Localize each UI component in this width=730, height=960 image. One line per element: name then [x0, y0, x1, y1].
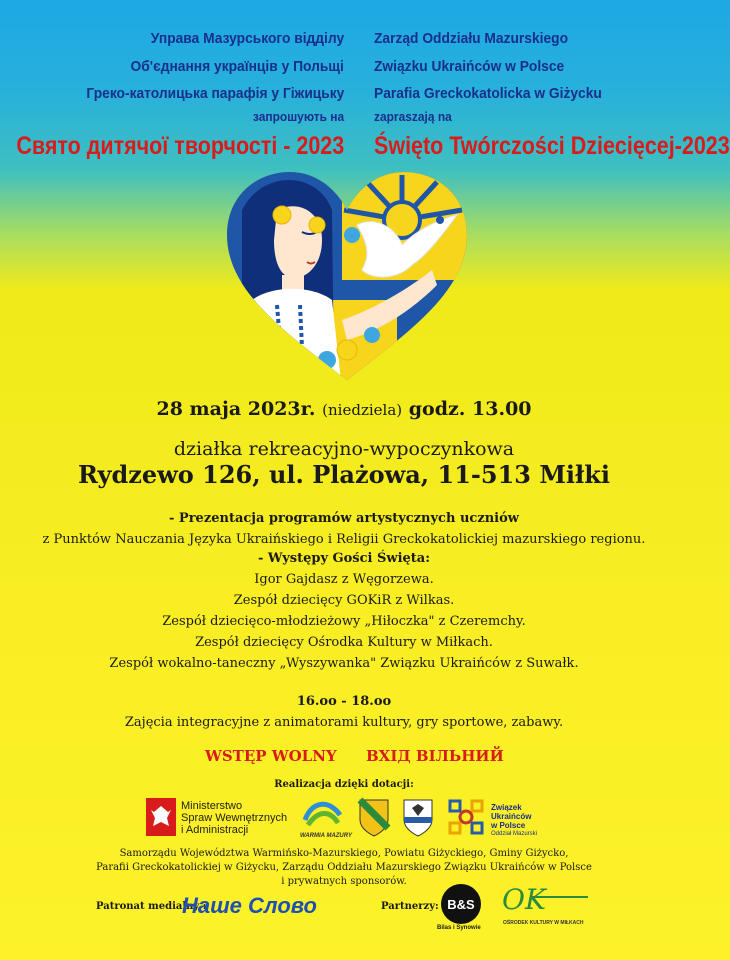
program-hours: 16.oo - 18.oo [296, 694, 392, 709]
guest-5: Zespół wokalno-taneczny „Wyszywanka" Związku Ukraińców z Suwałk. [109, 656, 579, 671]
event-date: 28 maja 2023r. [156, 398, 316, 420]
event-venue: działka rekreacyjno-wypoczynkowa [173, 438, 515, 460]
header-right-line-4: zapraszają na [374, 109, 452, 124]
ok-caption: OŚRODEK KULTURY W MIŁKACH [503, 920, 584, 926]
program-item2-title: - Występy Gości Święta: [257, 551, 431, 566]
union-line-4: Oddział Mazurski [491, 831, 538, 837]
union-logo-text [491, 803, 537, 839]
header-right-line-3: Parafia Greckokatolicka w Giżycku [374, 85, 602, 102]
program-item1-title: - Prezentacja programów artystycznych uczniów [169, 511, 519, 526]
funding-heading: Realizacja dzięki dotacji: [274, 779, 414, 790]
warmia-mazury-label: WARMIA MAZURY [300, 833, 352, 839]
program-item1-desc: z Punktów Nauczania Języka Ukraińskiego i Religii Greckokatolickiej mazurskiego regionu. [42, 532, 646, 547]
guest-2: Zespół dziecięcy GOKiR z Wilkas. [233, 593, 455, 608]
header-left-line-1: Управа Мазурського відділу [150, 30, 344, 47]
header-left-line-4: запрошують на [252, 109, 344, 124]
patron-label: Patronat medialny : [96, 901, 207, 912]
bs-logo: B&S [441, 884, 481, 924]
header-left-line-2: Об'єднання українців у Польщі [130, 58, 344, 75]
warmia-mazury-logo [300, 795, 352, 839]
guest-4: Zespół dziecięcy Ośrodka Kultury w Miłkach. [195, 635, 493, 650]
ministry-line-3: i Administracji [181, 824, 249, 836]
event-time: godz. 13.00 [408, 398, 532, 420]
program-activities: Zajęcia integracyjne z animatorami kultury, gry sportowe, zabawy. [124, 715, 564, 730]
ministry-line-1: Ministerstwo [181, 800, 243, 812]
union-line-1: Związek [491, 803, 522, 812]
header-right-line-1: Zarząd Oddziału Mazurskiego [374, 30, 569, 47]
bs-caption: Bilas i Synowie [437, 925, 481, 931]
heart-illustration [222, 170, 472, 390]
free-entry-pl: WSTĘP WOLNY [205, 747, 337, 765]
title-ukrainian: Свято дитячої творчості - 2023 [16, 132, 344, 160]
free-entry-ua: ВХІД ВІЛЬНИЙ [366, 747, 504, 765]
powiat-crest-icon [358, 798, 390, 842]
union-ornament-icon [447, 798, 485, 840]
funding-note-1: Samorządu Województwa Warmińsko-Mazurskiego, Powiatu Giżyckiego, Gminy Giżycko, [119, 848, 569, 859]
gmina-crest-icon [402, 798, 434, 842]
guest-3: Zespół dziecięco-młodzieżowy „Hiłoczka" z Czeremchy. [162, 614, 526, 629]
union-line-2: Ukraińców [491, 812, 532, 821]
patron-logo: Наше Слово [182, 893, 317, 918]
ok-logo-swoosh [530, 896, 588, 898]
ministry-eagle-icon [146, 798, 176, 836]
ok-logo: OK [502, 883, 546, 916]
date-line [0, 398, 688, 420]
title-polish: Święto Twórczości Dziecięcej-2023 [374, 132, 730, 160]
ministry-text [181, 800, 287, 836]
ministry-line-2: Spraw Wewnętrznych [181, 812, 288, 824]
funding-note-3: i prywatnych sponsorów. [281, 876, 407, 887]
union-line-3: w Polsce [491, 821, 526, 830]
partners-label: Partnerzy: [381, 901, 439, 912]
funding-note-2: Parafii Greckokatolickiej w Giżycku, Zarządu Oddziału Mazurskiego Związku Ukraińców w Polsce [96, 862, 592, 873]
event-day: (niedziela) [322, 401, 403, 419]
event-address: Rydzewo 126, ul. Plażowa, 11-513 Miłki [77, 460, 610, 489]
header-left-line-3: Греко-католицька парафія у Гіжицьку [86, 85, 344, 102]
header-right-line-2: Związku Ukraińców w Polsce [374, 58, 565, 75]
guest-1: Igor Gajdasz z Węgorzewa. [254, 572, 434, 587]
